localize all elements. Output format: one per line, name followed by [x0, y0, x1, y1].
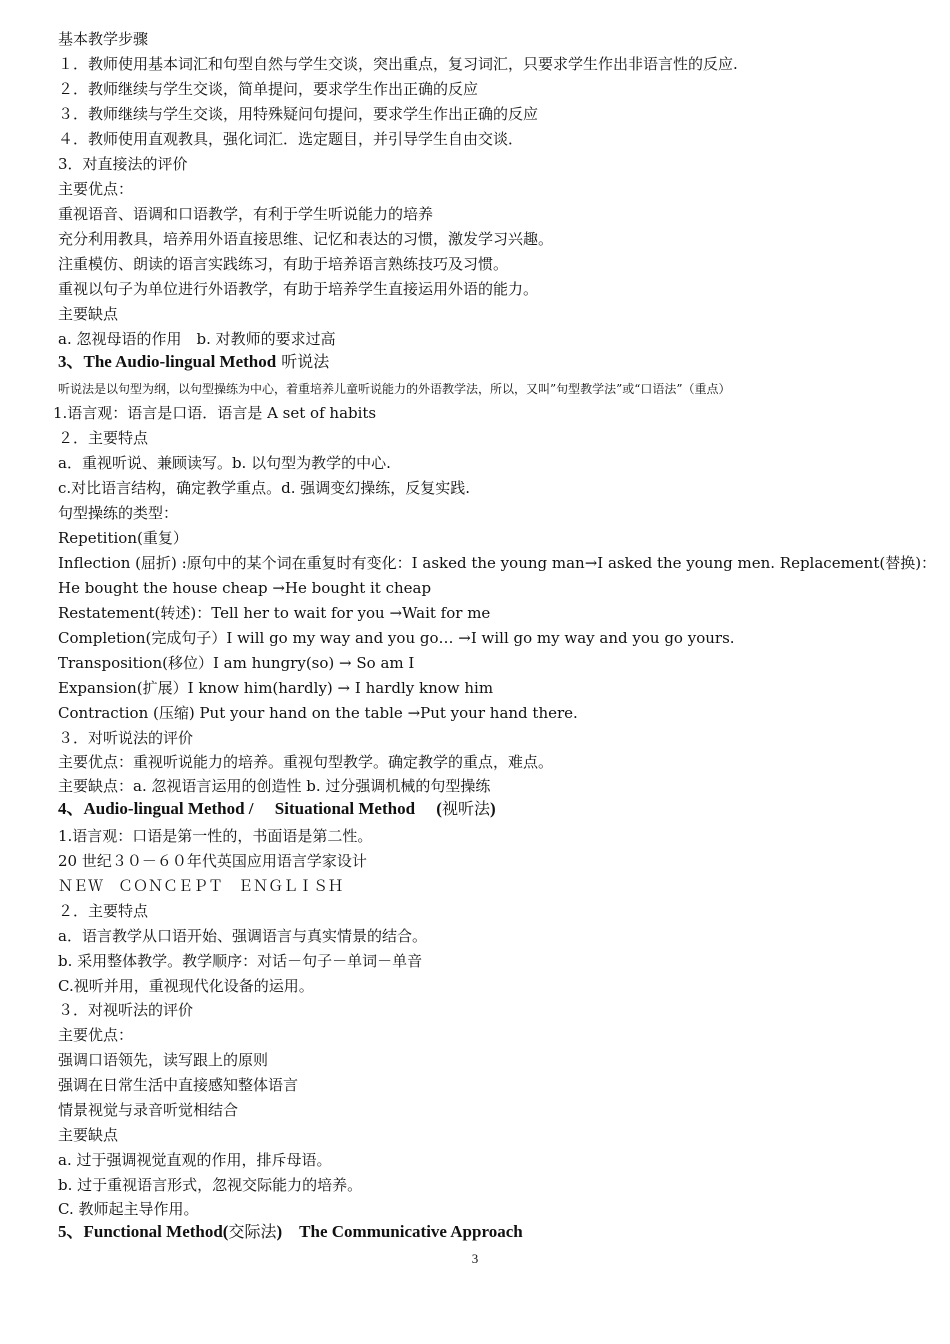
text-line: a. 忽视母语的作用 b. 对教师的要求过高 [58, 330, 336, 348]
heading-paren: ) [489, 799, 496, 818]
text-line: ４．教师使用直观教具，强化词汇．选定题目，并引导学生自由交谈． [58, 130, 524, 148]
page-number: 3 [471, 1251, 479, 1266]
text-line: 主要优点：重视听说能力的培养。重视句型教学。确定教学的重点，难点。 [58, 753, 554, 771]
text-line: 主要缺点 [58, 305, 119, 323]
text-line: Repetition(重复） [58, 529, 188, 547]
text-line: 主要缺点：a. 忽视语言运用的创造性 b. 过分强调机械的句型操练 [58, 777, 491, 795]
section-heading [58, 799, 496, 819]
text-line: 主要缺点 [58, 1126, 119, 1144]
text-line: 基本教学步骤 [58, 30, 149, 48]
text-line: Contraction (压缩) Put your hand on the table →Put your hand there. [58, 704, 578, 722]
text-line: ＮＥＷ ＣＯＮＣＥＰＴ ＥＮＧＬＩＳＨ [58, 877, 344, 895]
text-line: a．语言教学从口语开始、强调语言与真实情景的结合。 [58, 927, 427, 945]
heading-english-tail: ) The Communicative Approach [276, 1222, 523, 1241]
text-line: Transposition(移位）I am hungry(so) → So am I [58, 654, 415, 672]
heading-chinese: 听说法 [276, 352, 330, 371]
text-line: Expansion(扩展）I know him(hardly) → I hardly know him [58, 679, 494, 697]
text-line: b. 采用整体教学。教学顺序：对话－句子－单词－单音 [58, 952, 423, 970]
text-line: ３．对视听法的评价 [58, 1001, 194, 1019]
heading-english: 5、Functional Method( [58, 1222, 229, 1241]
text-line: Inflection (屈折) :原句中的某个词在重复时有变化：I asked the young man→I asked the young men. Replacement(替换)： [58, 554, 937, 572]
text-line: b. 过于重视语言形式，忽视交际能力的培养。 [58, 1176, 363, 1194]
heading-english: 4、Audio-lingual Method / Situational Method ( [58, 799, 442, 818]
text-line: 重视语音、语调和口语教学，有利于学生听说能力的培养 [58, 205, 434, 223]
text-line: a．重视听说、兼顾读写。b. 以句型为教学的中心. [58, 454, 391, 472]
text-line: 主要优点： [58, 1026, 134, 1044]
text-line: 充分利用教具，培养用外语直接思维、记忆和表达的习惯，激发学习兴趣。 [58, 230, 554, 248]
text-line: Restatement(转述)：Tell her to wait for you →Wait for me [58, 604, 491, 622]
text-line: 情景视觉与录音听觉相结合 [58, 1101, 239, 1119]
heading-chinese: 视听法 [441, 799, 490, 818]
text-line: 重视以句子为单位进行外语教学，有助于培养学生直接运用外语的能力。 [58, 280, 539, 298]
text-line: 注重模仿、朗读的语言实践练习，有助于培养语言熟练技巧及习惯。 [58, 255, 509, 273]
text-line: 听说法是以句型为纲，以句型操练为中心，着重培养儿童听说能力的外语教学法，所以，又叫”句型教学法”或“口语法”（重点） [58, 382, 731, 396]
text-line: C.视听并用，重视现代化设备的运用。 [58, 977, 314, 995]
text-line: 强调口语领先，读写跟上的原则 [58, 1051, 269, 1069]
heading-english: 3、The Audio-lingual Method [58, 352, 277, 371]
text-line: 1.语言观：口语是第一性的，书面语是第二性。 [58, 827, 373, 845]
text-line: 主要优点： [58, 180, 134, 198]
text-line: 20 世纪３０－６０年代英国应用语言学家设计 [58, 852, 367, 870]
heading-chinese: 交际法 [228, 1222, 277, 1241]
text-line: Completion(完成句子）I will go my way and you go… →I will go my way and you go yours. [58, 629, 735, 647]
text-line: C. 教师起主导作用。 [58, 1200, 199, 1218]
text-line: ３．教师继续与学生交谈，用特殊疑问句提问，要求学生作出正确的反应 [58, 105, 539, 123]
text-line: 1.语言观：语言是口语．语言是 A set of habits [53, 404, 377, 422]
text-line: ２．主要特点 [58, 902, 149, 920]
text-line: ３．对听说法的评价 [58, 729, 194, 747]
text-line: 强调在日常生活中直接感知整体语言 [58, 1076, 299, 1094]
text-line: １．教师使用基本词汇和句型自然与学生交谈，突出重点，复习词汇，只要求学生作出非语言性的反应. [58, 55, 738, 73]
text-line: 3．对直接法的评价 [58, 155, 188, 173]
text-line: ２．主要特点 [58, 429, 149, 447]
text-line: 句型操练的类型： [58, 504, 179, 522]
text-line: a. 过于强调视觉直观的作用，排斥母语。 [58, 1151, 332, 1169]
text-line: c.对比语言结构，确定教学重点。d. 强调变幻操练，反复实践. [58, 479, 471, 497]
section-heading [58, 352, 329, 372]
text-line: ２．教师继续与学生交谈，简单提问，要求学生作出正确的反应 [58, 80, 479, 98]
section-heading [58, 1222, 523, 1242]
text-line: He bought the house cheap →He bought it cheap [58, 579, 432, 597]
